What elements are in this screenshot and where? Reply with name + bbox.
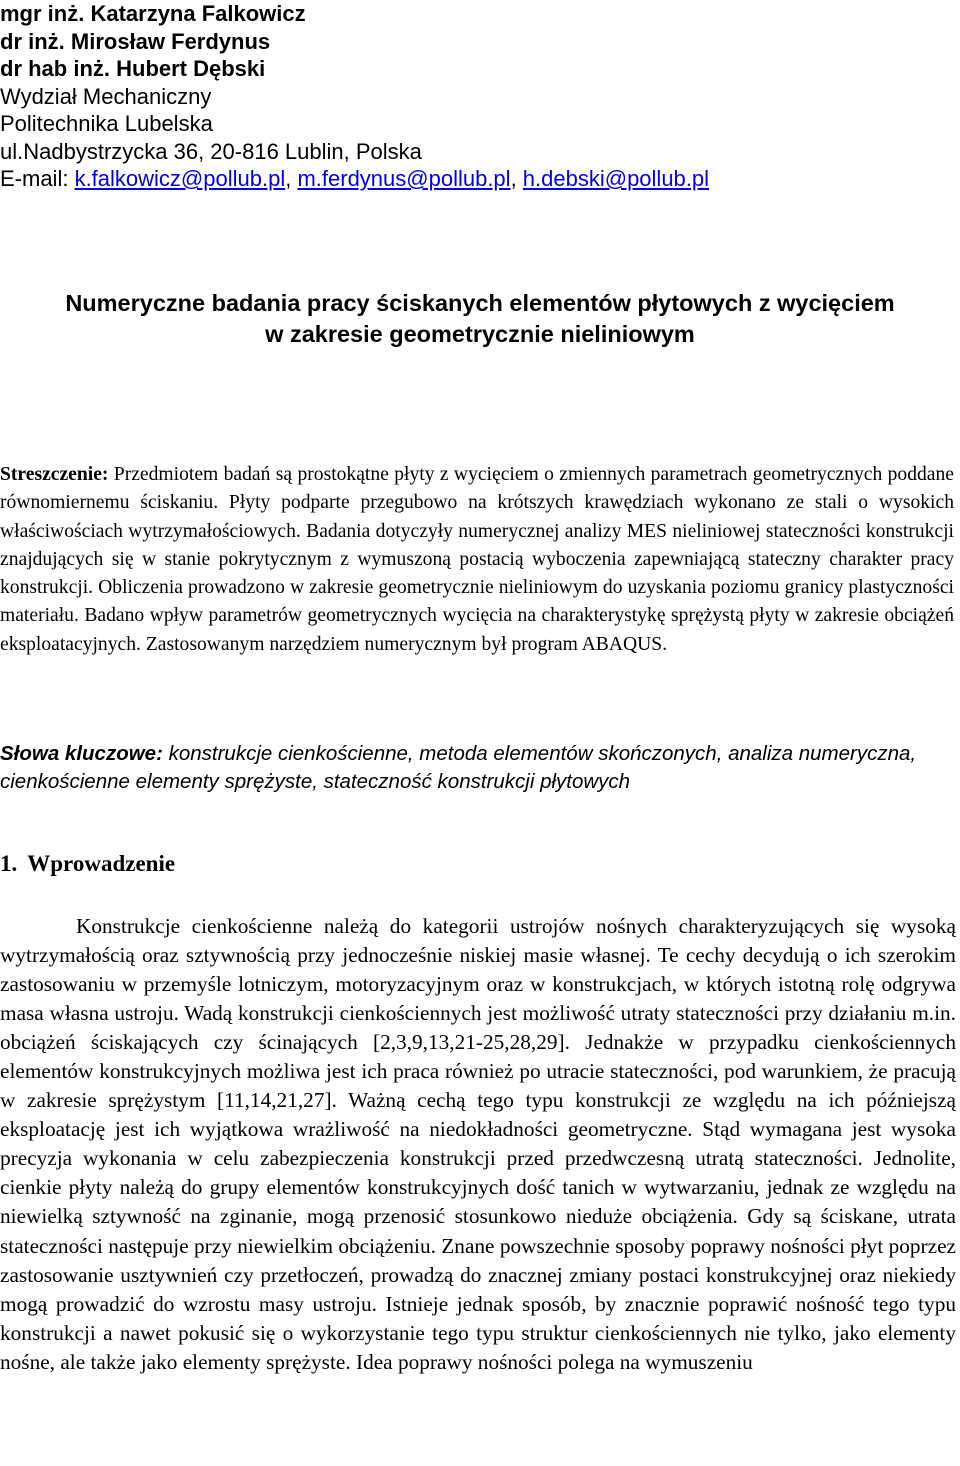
keywords-label: Słowa kluczowe: <box>0 742 163 765</box>
section-heading <box>0 851 175 877</box>
title-line: w zakresie geometrycznie nieliniowym <box>265 321 695 347</box>
section-number: 1. <box>0 851 18 876</box>
author-name: mgr inż. Katarzyna Falkowicz <box>0 1 306 26</box>
email-link[interactable]: m.ferdynus@pollub.pl <box>297 166 511 191</box>
university: Politechnika Lubelska <box>0 111 213 136</box>
keywords-text: konstrukcje cienkościenne, metoda elementów skończonych, analiza numeryczna, cienkościenne elementy sprężyste, stateczność konstrukcji płytowych <box>0 742 917 793</box>
author-name: dr inż. Mirosław Ferdynus <box>0 28 271 54</box>
section-title: Wprowadzenie <box>27 851 176 876</box>
email-separator: , <box>510 166 523 191</box>
email-link[interactable]: k.falkowicz@pollub.pl <box>74 166 286 191</box>
email-link[interactable]: h.debski@pollub.pl <box>522 166 710 191</box>
department: Wydział Mechaniczny <box>0 83 212 109</box>
email-label: E-mail: <box>0 166 75 191</box>
paper-title <box>0 288 960 350</box>
abstract-label: Streszczenie: <box>0 464 109 485</box>
keywords <box>0 740 930 795</box>
email-line <box>0 165 709 193</box>
title-line: Numeryczne badania pracy ściskanych elementów płytowych z wycięciem <box>65 290 895 316</box>
email-separator: , <box>285 166 298 191</box>
author-block <box>0 0 709 193</box>
abstract-text: Przedmiotem badań są prostokątne płyty z wycięciem o zmiennych parametrach geometrycznych poddane równomiernemu ściskaniu. Płyty podparte przegubowo na krótszych krawędziach wykonano ze stali o wysokich właściwościach wytrzymałościowych. Badania dotyczyły numerycznej analizy MES nieliniowej stateczności konstrukcji znajdujących się w stanie pokrytycznym z wymuszoną postacią wyboczenia zapewniającą stateczny charakter pracy konstrukcji. Obliczenia prowadzono w zakresie geometrycznie nieliniowym do uzyskania poziomu granicy plastyczności materiału. Badano wpływ parametrów geometrycznych wycięcia na charakterystykę sprężystą płyty w zakresie obciążeń eksploatacyjnych. Zastosowanym narzędziem numerycznym był program ABAQUS. <box>0 464 954 655</box>
author-name: dr hab inż. Hubert Dębski <box>0 56 266 81</box>
abstract <box>0 461 954 659</box>
address: ul.Nadbystrzycka 36, 20-816 Lublin, Polska <box>0 138 422 164</box>
body-paragraph: Konstrukcje cienkościenne należą do kategorii ustrojów nośnych charakteryzujących się wysoką wytrzymałością oraz sztywnością przy jednocześnie niskiej masie własnej. Te cechy decydują o ich szerokim zastosowaniu w przemyśle lotniczym, motoryzacyjnym oraz w konstrukcjach, w których istotną rolę odgrywa masa własna ustroju. Wadą konstrukcji cienkościennych jest możliwość utraty stateczności przy działaniu m.in. obciążeń ściskających czy ścinających [2,3,9,13,21-25,28,29]. Jednakże w przypadku cienkościennych elementów konstrukcyjnych możliwa jest ich praca również po utracie stateczności, pod warunkiem, że pracują w zakresie sprężystym [11,14,21,27]. Ważną cechą tego typu konstrukcji ze względu na ich późniejszą eksploatację jest ich wyjątkowa wrażliwość na niedokładności geometryczne. Stąd wymagana jest wysoka precyzja wykonania w celu zabezpieczenia konstrukcji przed przedwczesną utratą stateczności. Jednolite, cienkie płyty należą do grupy elementów konstrukcyjnych dość tanich w wytwarzaniu, jednak ze względu na niewielką sztywność na zginanie, mogą przenosić stosunkowo nieduże obciążenia. Gdy są ściskane, utrata stateczności następuje przy niewielkim obciążeniu. Znane powszechnie sposoby poprawy nośności płyt poprzez zastosowanie usztywnień czy przetłoczeń, prowadzą do znacznej zmiany postaci konstrukcyjnej oraz niekiedy mogą prowadzić do wzrostu masy ustroju. Istnieje jednak sposób, by znacznie poprawić nośność tego typu konstrukcji a nawet pokusić się o wykorzystanie tego typu struktur cienkościennych nie tylko, jako elementy nośne, ale także jako elementy sprężyste. Idea poprawy nośności polega na wymuszeniu <box>0 914 956 1374</box>
